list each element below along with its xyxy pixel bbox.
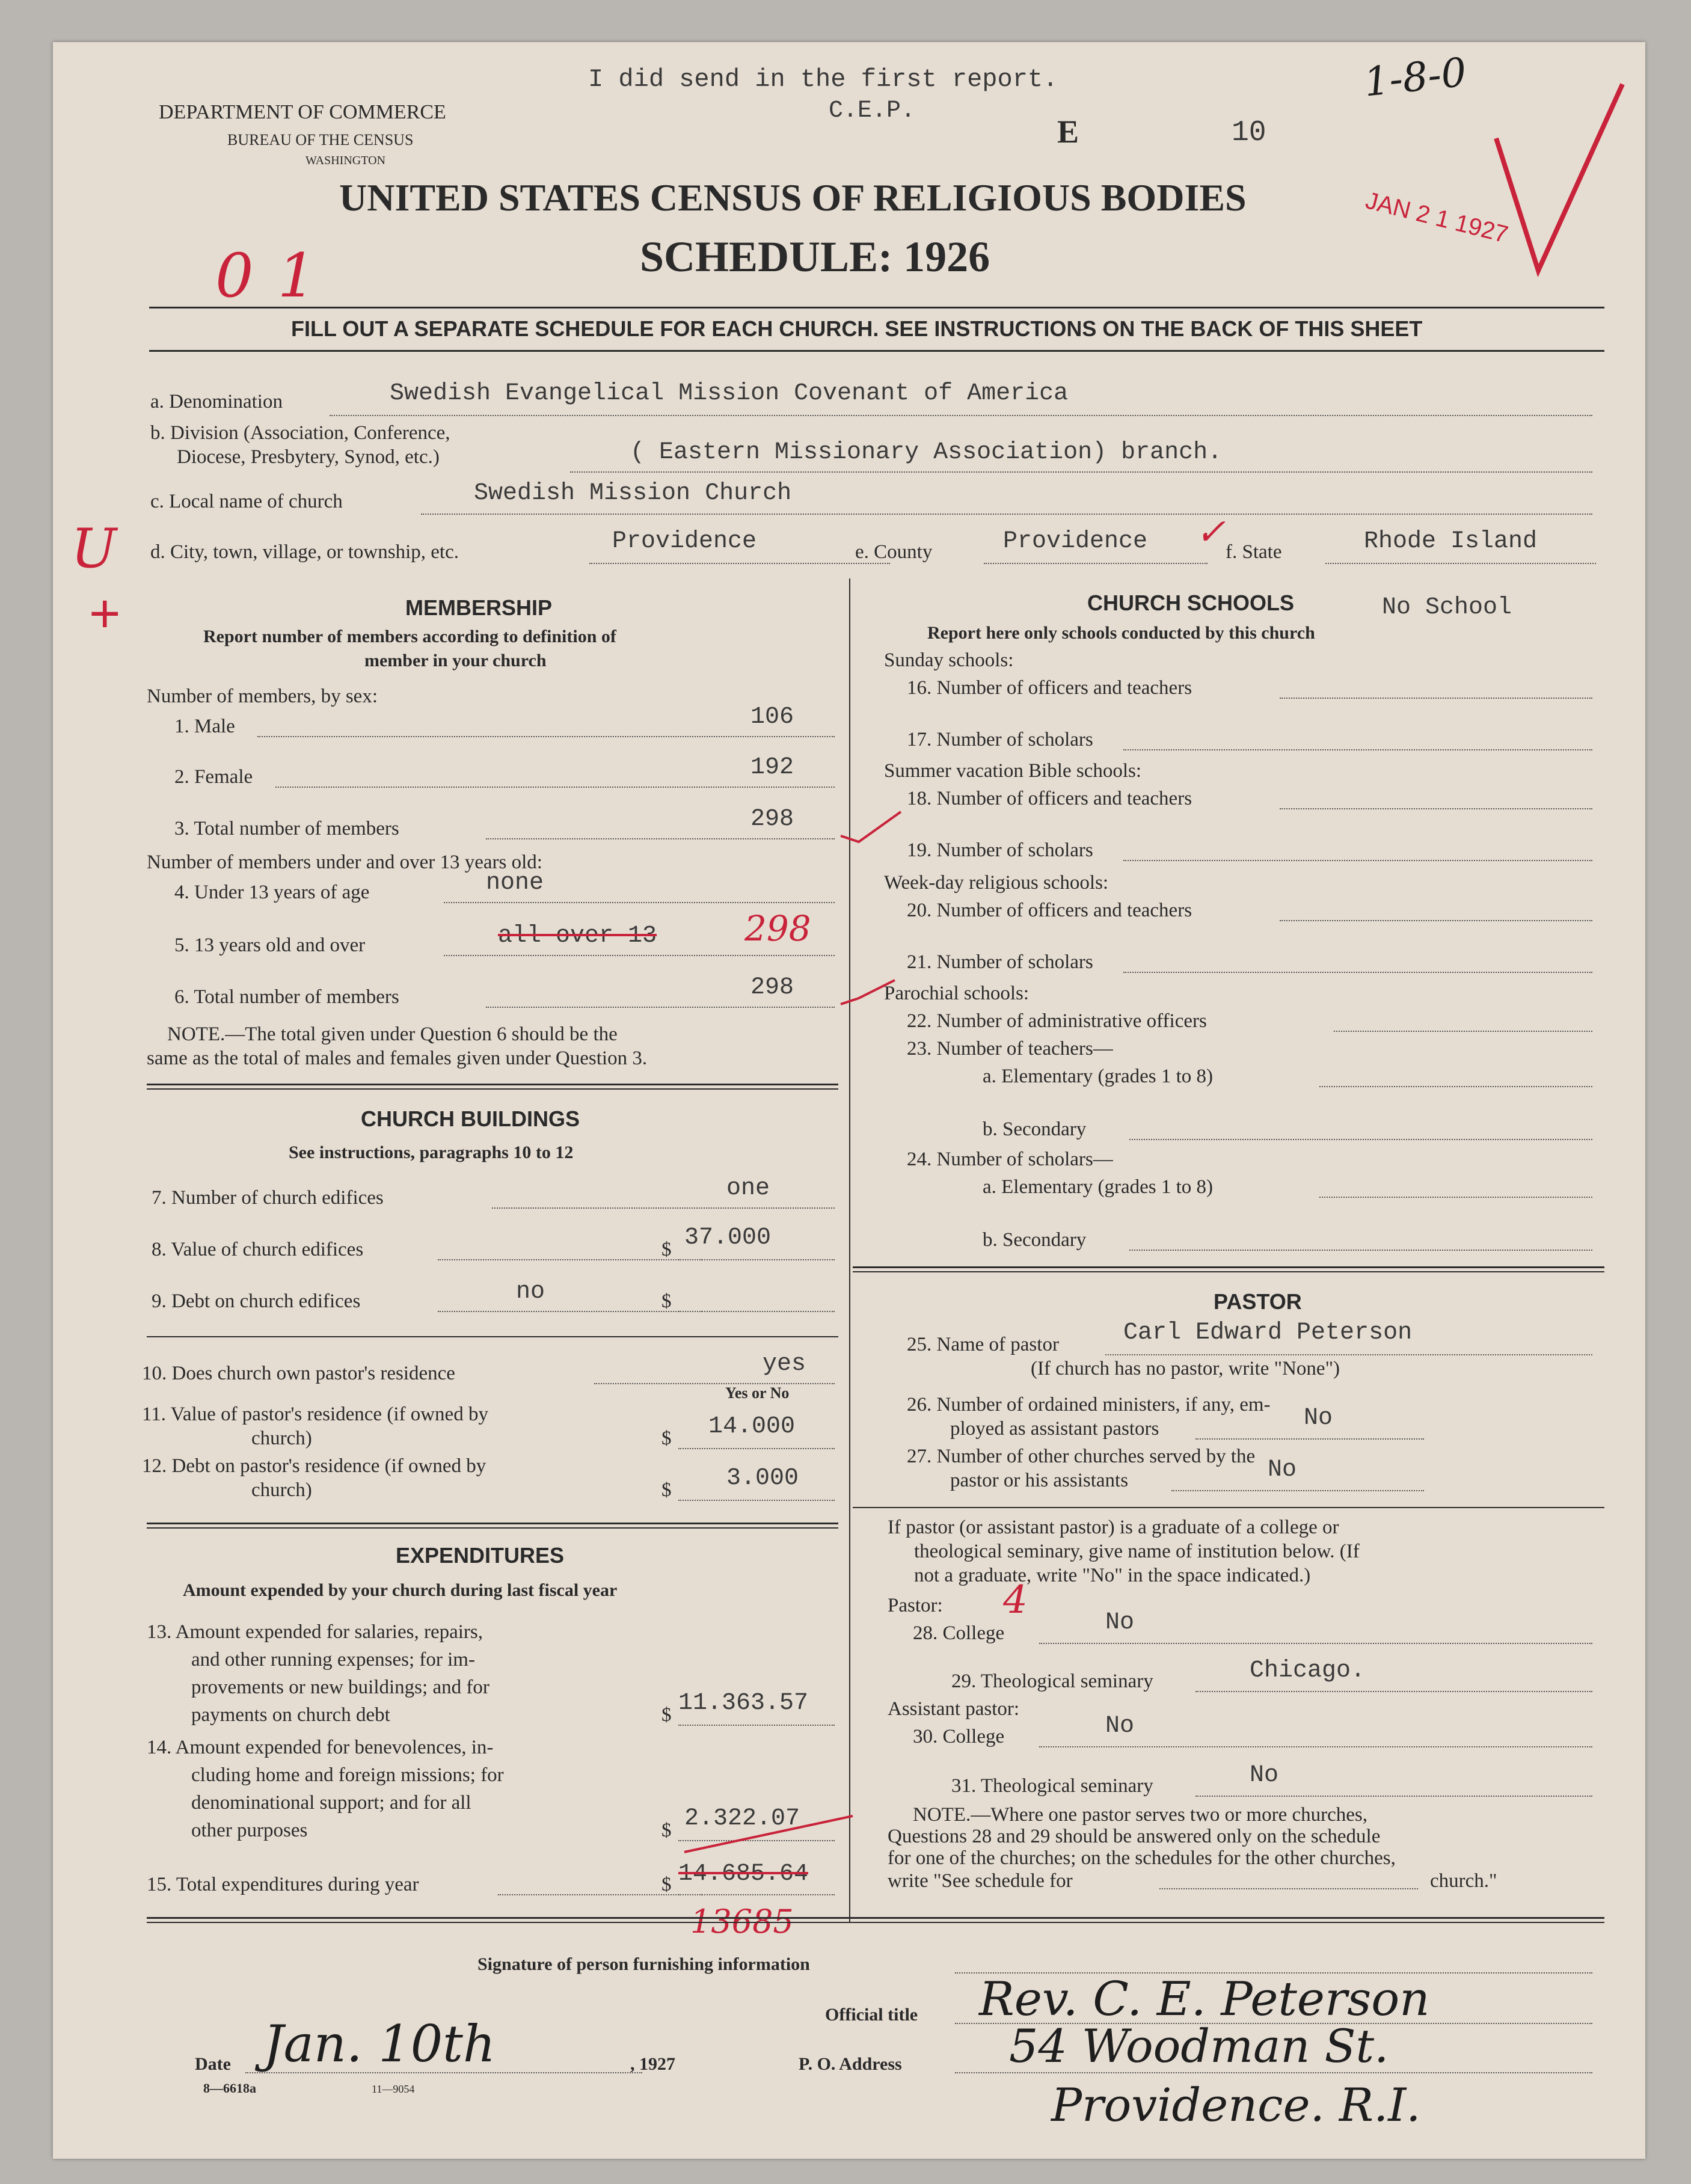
q13-label-4: payments on church debt bbox=[191, 1704, 390, 1726]
q26-label-2: ployed as assistant pastors bbox=[950, 1418, 1159, 1440]
red-check-mark-icon bbox=[1484, 72, 1628, 277]
q9-dollar: $ bbox=[661, 1290, 672, 1312]
city-header: WASHINGTON bbox=[305, 154, 385, 167]
q14-label-2: cluding home and foreign missions; for bbox=[191, 1764, 504, 1786]
red-plus-icon: + bbox=[89, 584, 121, 644]
pastor-note-2: Questions 28 and 29 should be answered only on the schedule bbox=[888, 1826, 1381, 1847]
city-value: Providence bbox=[612, 528, 757, 555]
q27-label-2: pastor or his assistants bbox=[950, 1470, 1129, 1491]
pastor-note-1: NOTE.—Where one pastor serves two or more churches, bbox=[913, 1804, 1367, 1826]
signature-label: Signature of person furnishing information bbox=[477, 1954, 810, 1974]
q13-dollar: $ bbox=[661, 1704, 672, 1726]
q5-red-correction: 298 bbox=[744, 908, 811, 949]
sunday-header: Sunday schools: bbox=[884, 649, 1014, 671]
q24b-label: b. Secondary bbox=[983, 1229, 1087, 1251]
membership-note-1: NOTE.—The total given under Question 6 should be the bbox=[167, 1023, 618, 1045]
q8-dollar: $ bbox=[661, 1239, 672, 1260]
q28-label: 28. College bbox=[913, 1622, 1005, 1644]
red-tick-icon: ✓ bbox=[1195, 511, 1226, 553]
expenditures-title: EXPENDITURES bbox=[396, 1543, 565, 1568]
q17-label: 17. Number of scholars bbox=[907, 729, 1093, 750]
parochial-header: Parochial schools: bbox=[884, 983, 1030, 1004]
pastor-sub-label: Pastor: bbox=[888, 1595, 943, 1616]
q3-total-value: 298 bbox=[750, 806, 794, 833]
red-number-4: 4 bbox=[1003, 1578, 1028, 1622]
q24-label: 24. Number of scholars— bbox=[907, 1149, 1113, 1170]
q2-female-value: 192 bbox=[750, 754, 794, 781]
q10-residence-value: yes bbox=[763, 1351, 806, 1378]
denomination-label: a. Denomination bbox=[150, 391, 283, 413]
q23-label: 23. Number of teachers— bbox=[907, 1038, 1113, 1060]
q30-college-value: No bbox=[1105, 1713, 1135, 1740]
q13-label-2: and other running expenses; for im- bbox=[191, 1649, 475, 1670]
schedule-number: 10 bbox=[1232, 117, 1266, 149]
church-name-value: Swedish Mission Church bbox=[474, 480, 792, 507]
yes-no-hint: Yes or No bbox=[725, 1384, 790, 1402]
q21-label: 21. Number of scholars bbox=[907, 951, 1093, 973]
q12-dollar: $ bbox=[661, 1479, 672, 1501]
q12-value: 3.000 bbox=[726, 1465, 799, 1492]
q29-label: 29. Theological seminary bbox=[951, 1670, 1153, 1692]
red-margin-letter: U bbox=[71, 517, 117, 580]
church-name-label: c. Local name of church bbox=[150, 491, 343, 512]
q25-note: (If church has no pastor, write "None") bbox=[1031, 1358, 1340, 1379]
schedule-code: E bbox=[1057, 114, 1079, 150]
q15-label: 15. Total expenditures during year bbox=[147, 1874, 419, 1895]
census-schedule-sheet bbox=[53, 42, 1645, 2159]
schedule-title: SCHEDULE: 1926 bbox=[640, 233, 990, 281]
q31-label: 31. Theological seminary bbox=[951, 1775, 1153, 1797]
q7-edifices-value: one bbox=[726, 1175, 770, 1202]
q4-under13-value: none bbox=[486, 870, 544, 897]
buildings-sub: See instructions, paragraphs 10 to 12 bbox=[289, 1143, 574, 1162]
graduate-note-3: not a graduate, write "No" in the space indicated.) bbox=[914, 1565, 1311, 1586]
q6-total-value: 298 bbox=[750, 974, 794, 1001]
division-label-1: b. Division (Association, Conference, bbox=[150, 422, 450, 444]
q31-seminary-value: No bbox=[1250, 1762, 1279, 1789]
q1-label: 1. Male bbox=[174, 716, 235, 737]
expenditures-sub: Amount expended by your church during last fiscal year bbox=[183, 1580, 618, 1600]
q7-label: 7. Number of church edifices bbox=[152, 1187, 384, 1209]
address-line-1: 54 Woodman St. bbox=[1009, 2019, 1389, 2073]
q5-label: 5. 13 years old and over bbox=[174, 934, 366, 956]
membership-title: MEMBERSHIP bbox=[405, 595, 553, 620]
q18-label: 18. Number of officers and teachers bbox=[907, 788, 1192, 809]
q28-college-value: No bbox=[1105, 1609, 1135, 1636]
form-number: 8—6618a bbox=[203, 2081, 256, 2096]
q25-pastor-name: Carl Edward Peterson bbox=[1123, 1319, 1413, 1346]
typed-note-2: C.E.P. bbox=[829, 97, 916, 124]
q6-label: 6. Total number of members bbox=[174, 986, 399, 1008]
schools-title: CHURCH SCHOOLS bbox=[1087, 590, 1295, 615]
q2-label: 2. Female bbox=[174, 766, 253, 788]
q15-dollar: $ bbox=[661, 1874, 672, 1895]
q15-red-correction: 13685 bbox=[690, 1903, 794, 1940]
official-title-signature: Rev. C. E. Peterson bbox=[979, 1972, 1430, 2026]
pastor-title: PASTOR bbox=[1214, 1289, 1302, 1314]
q20-label: 20. Number of officers and teachers bbox=[907, 900, 1192, 921]
bureau-name: BUREAU OF THE CENSUS bbox=[227, 131, 414, 149]
date-label: Date bbox=[195, 2054, 231, 2074]
summer-header: Summer vacation Bible schools: bbox=[884, 760, 1142, 782]
q14-value: 2.322.07 bbox=[684, 1805, 800, 1832]
instruction-line: FILL OUT A SEPARATE SCHEDULE FOR EACH CHURCH. SEE INSTRUCTIONS ON THE BACK OF THIS SHEET bbox=[291, 316, 1423, 341]
q25-label: 25. Name of pastor bbox=[907, 1334, 1059, 1355]
q15-value: 14.685.64 bbox=[678, 1860, 809, 1888]
q11-dollar: $ bbox=[661, 1428, 672, 1449]
q27-value: No bbox=[1268, 1456, 1297, 1483]
membership-sub-1: Report number of members according to definition of bbox=[203, 627, 616, 646]
q22-label: 22. Number of administrative officers bbox=[907, 1010, 1207, 1032]
pastor-note-3: for one of the churches; on the schedules for the other churches, bbox=[888, 1847, 1396, 1869]
q12-label-2: church) bbox=[251, 1479, 312, 1501]
q12-label-1: 12. Debt on pastor's residence (if owned by bbox=[142, 1455, 486, 1477]
pastor-note-5: church." bbox=[1430, 1870, 1497, 1892]
weekday-header: Week-day religious schools: bbox=[884, 872, 1109, 894]
state-label: f. State bbox=[1226, 541, 1282, 563]
print-number: 11—9054 bbox=[372, 2083, 415, 2095]
received-date-stamp: JAN 2 1 1927 bbox=[1363, 187, 1511, 248]
address-label: P. O. Address bbox=[799, 2054, 902, 2074]
division-value: ( Eastern Missionary Association) branch. bbox=[630, 439, 1223, 466]
red-margin-mark: 01 bbox=[215, 241, 340, 311]
q14-label-3: denominational support; and for all bbox=[191, 1792, 471, 1814]
pastor-note-4: write "See schedule for bbox=[888, 1870, 1073, 1892]
q11-label-1: 11. Value of pastor's residence (if owned by bbox=[142, 1403, 488, 1425]
top-right-handwriting: 1-8-0 bbox=[1361, 49, 1469, 106]
no-school-note: No School bbox=[1382, 594, 1512, 621]
by-sex-label: Number of members, by sex: bbox=[147, 686, 378, 707]
county-label: e. County bbox=[855, 541, 933, 563]
department-name: DEPARTMENT OF COMMERCE bbox=[159, 101, 446, 123]
q11-label-2: church) bbox=[251, 1428, 312, 1449]
q13-label-3: provements or new buildings; and for bbox=[191, 1676, 489, 1698]
official-title-label: Official title bbox=[825, 2005, 918, 2025]
buildings-title: CHURCH BUILDINGS bbox=[361, 1106, 580, 1131]
q8-value: 37.000 bbox=[684, 1224, 772, 1251]
q13-label-1: 13. Amount expended for salaries, repairs, bbox=[147, 1621, 483, 1643]
state-value: Rhode Island bbox=[1364, 528, 1538, 555]
q8-label: 8. Value of church edifices bbox=[152, 1239, 364, 1260]
date-year: , 1927 bbox=[630, 2054, 675, 2074]
q29-seminary-value: Chicago. bbox=[1250, 1657, 1366, 1684]
address-line-2: Providence. R.I. bbox=[1051, 2078, 1421, 2132]
q26-value: No bbox=[1304, 1405, 1333, 1432]
q23b-label: b. Secondary bbox=[983, 1118, 1087, 1140]
q11-value: 14.000 bbox=[708, 1413, 796, 1440]
date-value: Jan. 10th bbox=[263, 2014, 496, 2073]
denomination-value: Swedish Evangelical Mission Covenant of America bbox=[390, 380, 1069, 407]
q9-debt-value: no bbox=[516, 1278, 545, 1305]
schools-sub: Report here only schools conducted by this church bbox=[927, 623, 1315, 643]
q1-male-value: 106 bbox=[750, 704, 794, 731]
graduate-note-2: theological seminary, give name of institution below. (If bbox=[914, 1541, 1360, 1562]
q26-label-1: 26. Number of ordained ministers, if any, em- bbox=[907, 1394, 1271, 1416]
red-check-q3-icon bbox=[835, 806, 907, 854]
q9-label: 9. Debt on church edifices bbox=[152, 1290, 361, 1312]
county-value: Providence bbox=[1003, 528, 1148, 555]
q13-value: 11.363.57 bbox=[678, 1690, 809, 1717]
q5-over13-value: all over 13 bbox=[498, 922, 657, 949]
typed-note-1: I did send in the first report. bbox=[588, 65, 1058, 94]
membership-sub-2: member in your church bbox=[364, 651, 547, 670]
q10-label: 10. Does church own pastor's residence bbox=[142, 1363, 455, 1384]
q14-label-1: 14. Amount expended for benevolences, in- bbox=[147, 1737, 494, 1758]
q4-label: 4. Under 13 years of age bbox=[174, 882, 370, 903]
division-label-2: Diocese, Presbytery, Synod, etc.) bbox=[177, 446, 440, 468]
q3-label: 3. Total number of members bbox=[174, 818, 399, 839]
main-title: UNITED STATES CENSUS OF RELIGIOUS BODIES bbox=[339, 176, 1247, 219]
assistant-pastor-label: Assistant pastor: bbox=[888, 1698, 1020, 1720]
q19-label: 19. Number of scholars bbox=[907, 839, 1093, 861]
graduate-note-1: If pastor (or assistant pastor) is a graduate of a college or bbox=[888, 1517, 1339, 1538]
q24a-label: a. Elementary (grades 1 to 8) bbox=[983, 1176, 1214, 1198]
q27-label-1: 27. Number of other churches served by the bbox=[907, 1446, 1256, 1467]
membership-note-2: same as the total of males and females given under Question 3. bbox=[147, 1048, 648, 1069]
q14-label-4: other purposes bbox=[191, 1820, 308, 1841]
city-label: d. City, town, village, or township, etc. bbox=[150, 541, 459, 563]
age-header: Number of members under and over 13 years old: bbox=[147, 851, 542, 873]
q16-label: 16. Number of officers and teachers bbox=[907, 677, 1192, 699]
q30-label: 30. College bbox=[913, 1726, 1005, 1747]
q23a-label: a. Elementary (grades 1 to 8) bbox=[983, 1066, 1214, 1087]
q14-dollar: $ bbox=[661, 1820, 672, 1841]
